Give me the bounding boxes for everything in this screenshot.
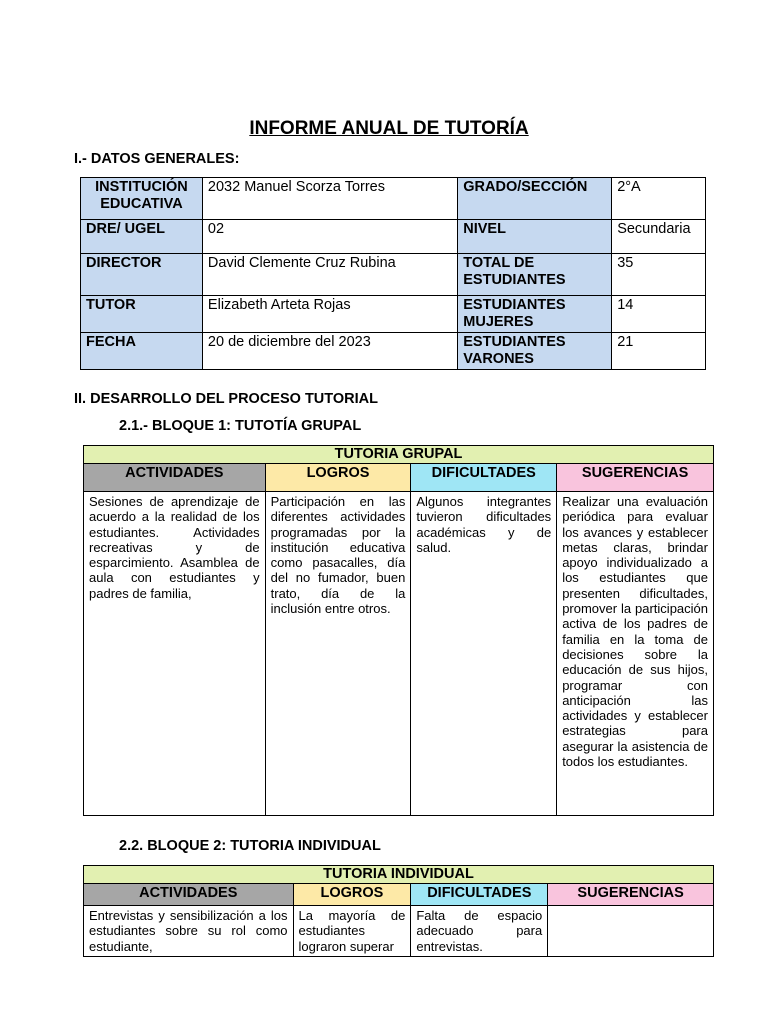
value-grado-seccion: 2°A: [612, 178, 706, 220]
general-data-table: [80, 177, 706, 370]
label-director: DIRECTOR: [81, 254, 203, 296]
table-title: TUTORIA GRUPAL: [84, 446, 714, 464]
label-estudiantes-varones: ESTUDIANTES VARONES: [458, 333, 612, 370]
table-row: [81, 333, 706, 370]
label-total-estudiantes: TOTAL DE ESTUDIANTES: [458, 254, 612, 296]
label-institucion: INSTITUCIÓN EDUCATIVA: [81, 178, 203, 220]
header-sugerencias: SUGERENCIAS: [548, 884, 714, 906]
value-director: David Clemente Cruz Rubina: [202, 254, 457, 296]
table-row: [81, 220, 706, 254]
table-header-row: [84, 464, 714, 492]
header-logros: LOGROS: [293, 884, 411, 906]
table-row: [84, 906, 714, 957]
cell-logros: Participación en las diferentes actividades programadas por la institución educativa como pasacalles, día del no fumador, buen trato, día de la inclusión entre otros.: [265, 492, 411, 816]
section-heading-desarrollo: II. DESARROLLO DEL PROCESO TUTORIAL: [74, 391, 378, 407]
cell-actividades: Sesiones de aprendizaje de acuerdo a la realidad de los estudiantes. Actividades recreativas y de esparcimiento. Asamblea de aula con estudiantes y padres de familia,: [84, 492, 266, 816]
table-row: [81, 296, 706, 333]
value-estudiantes-varones: 21: [612, 333, 706, 370]
value-total-estudiantes: 35: [612, 254, 706, 296]
cell-actividades: Entrevistas y sensibilización a los estudiantes sobre su rol como estudiante,: [84, 906, 294, 957]
table-title-row: [84, 866, 714, 884]
label-tutor: TUTOR: [81, 296, 203, 333]
block1-heading: 2.1.- BLOQUE 1: TUTOTÍA GRUPAL: [119, 418, 362, 434]
cell-sugerencias: Realizar una evaluación periódica para evaluar los avances y establecer metas claras, brindar apoyo individualizado a los estudiantes que presenten dificultades, promover la participación activa de los padres de familia en la toma de decisiones sobre la educación de sus hijos, programar con anticipación las actividades y establecer estrategias para asegurar la asistencia de todos los estudiantes.: [557, 492, 714, 816]
value-tutor: Elizabeth Arteta Rojas: [202, 296, 457, 333]
header-actividades: ACTIVIDADES: [84, 464, 266, 492]
value-estudiantes-mujeres: 14: [612, 296, 706, 333]
tutoria-individual-table: [83, 865, 714, 957]
cell-logros: La mayoría de estudiantes lograron superar: [293, 906, 411, 957]
table-row: [81, 254, 706, 296]
cell-dificultades: Falta de espacio adecuado para entrevistas.: [411, 906, 548, 957]
section-heading-datos-generales: I.- DATOS GENERALES:: [74, 151, 240, 167]
label-grado-seccion: GRADO/SECCIÓN: [458, 178, 612, 220]
label-fecha: FECHA: [81, 333, 203, 370]
header-dificultades: DIFICULTADES: [411, 464, 557, 492]
header-sugerencias: SUGERENCIAS: [557, 464, 714, 492]
table-title-row: [84, 446, 714, 464]
header-actividades: ACTIVIDADES: [84, 884, 294, 906]
page-title: INFORME ANUAL DE TUTORÍA: [249, 118, 529, 139]
value-institucion: 2032 Manuel Scorza Torres: [202, 178, 457, 220]
header-logros: LOGROS: [265, 464, 411, 492]
value-dre-ugel: 02: [202, 220, 457, 254]
table-title: TUTORIA INDIVIDUAL: [84, 866, 714, 884]
tutoria-grupal-table: [83, 445, 714, 816]
label-nivel: NIVEL: [458, 220, 612, 254]
cell-sugerencias: [548, 906, 714, 957]
label-dre-ugel: DRE/ UGEL: [81, 220, 203, 254]
value-fecha: 20 de diciembre del 2023: [202, 333, 457, 370]
table-row: [81, 178, 706, 220]
value-nivel: Secundaria: [612, 220, 706, 254]
table-header-row: [84, 884, 714, 906]
label-estudiantes-mujeres: ESTUDIANTES MUJERES: [458, 296, 612, 333]
block2-heading: 2.2. BLOQUE 2: TUTORIA INDIVIDUAL: [119, 838, 381, 854]
table-row: [84, 492, 714, 816]
cell-dificultades: Algunos integrantes tuvieron dificultades académicas y de salud.: [411, 492, 557, 816]
header-dificultades: DIFICULTADES: [411, 884, 548, 906]
